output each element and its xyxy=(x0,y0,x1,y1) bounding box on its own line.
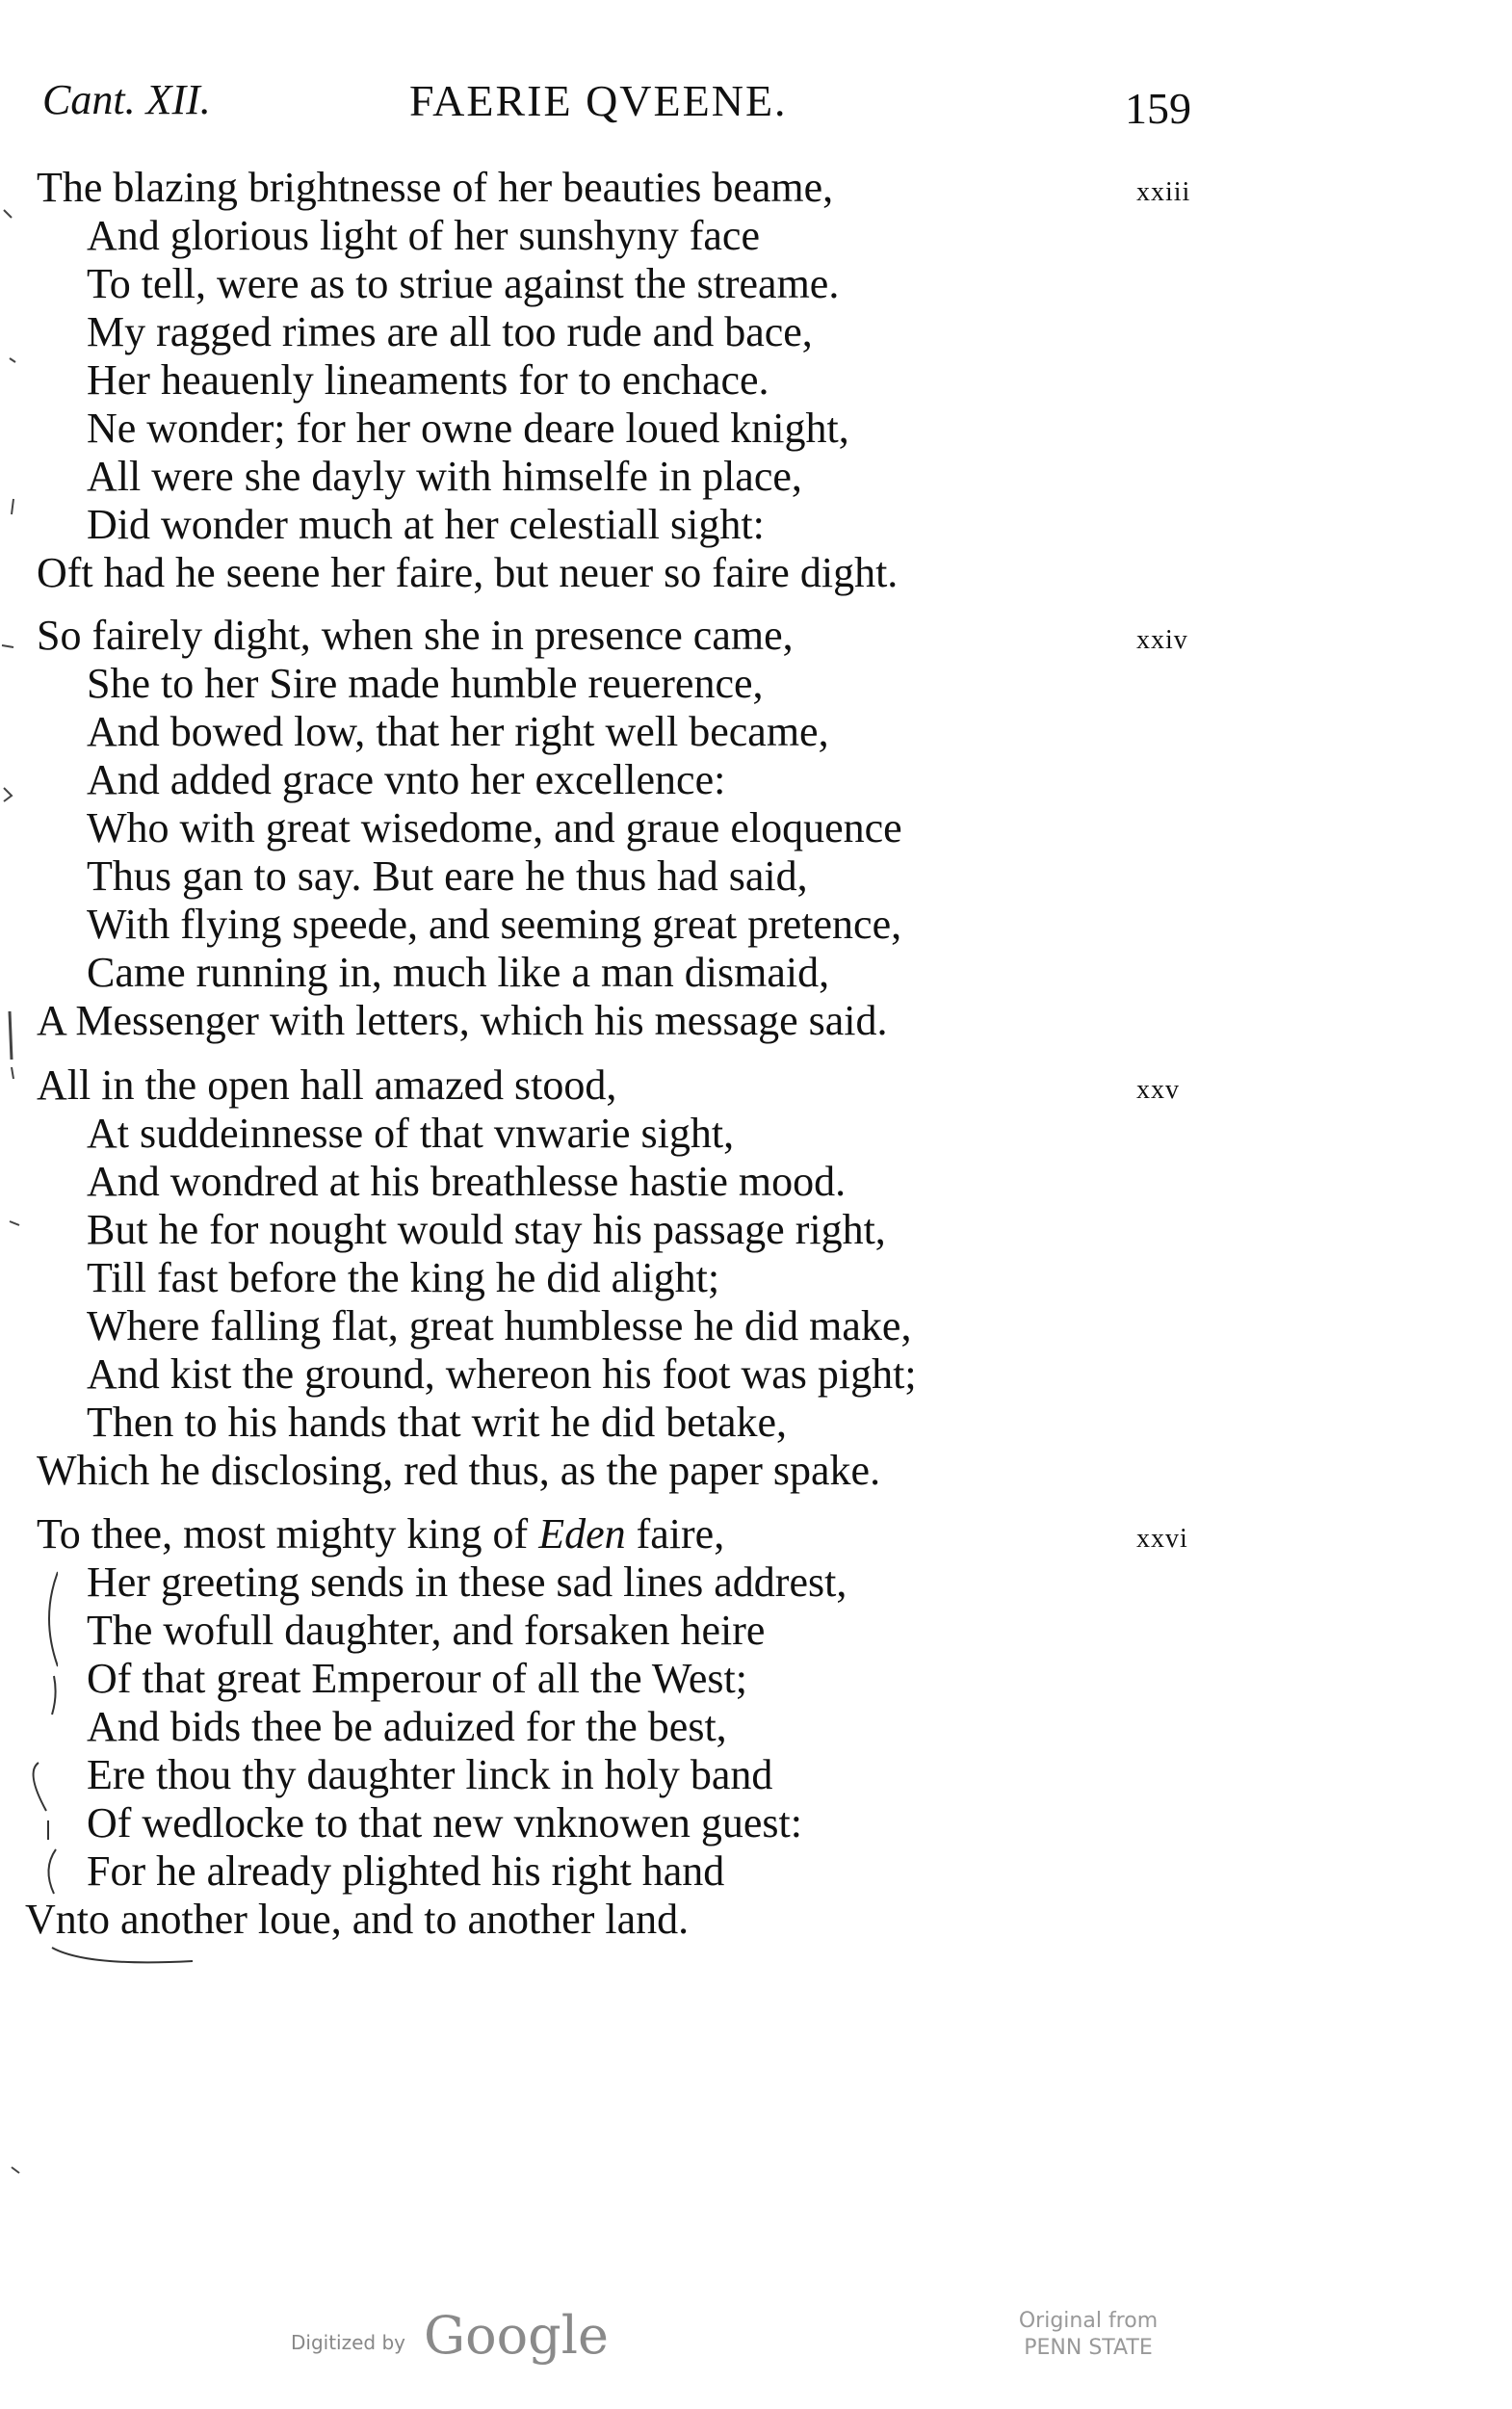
verse-line: My ragged rimes are all too rude and bace, xyxy=(87,308,813,355)
verse-line: Who with great wisedome, and graue eloquence xyxy=(87,804,902,851)
verse-line: Her greeting sends in these sad lines addrest, xyxy=(87,1558,847,1606)
verse-line: At suddeinnesse of that vnwarie sight, xyxy=(87,1110,735,1157)
verse-line: Did wonder much at her celestiall sight: xyxy=(87,501,765,548)
verse-line: The wofull daughter, and forsaken heire xyxy=(87,1607,766,1654)
google-logo: Google xyxy=(424,2305,609,2366)
verse-line: Came running in, much like a man dismaid, xyxy=(87,949,830,996)
margin-annotation-marks xyxy=(0,0,58,2215)
verse-line: And glorious light of her sunshyny face xyxy=(87,212,760,259)
verse-line: To tell, were as to striue against the streame. xyxy=(87,260,840,307)
stanza-number: xxiii xyxy=(1136,177,1191,207)
page-number: 159 xyxy=(1125,84,1191,133)
underline-annotation xyxy=(48,1944,202,1973)
verse-line: Where falling flat, great humblesse he did make, xyxy=(87,1302,912,1349)
verse-line: All were she dayly with himselfe in place, xyxy=(87,453,802,500)
running-header xyxy=(0,75,1512,133)
book-title: FAERIE QVEENE. xyxy=(409,76,788,125)
stanza-number: xxvi xyxy=(1136,1524,1188,1554)
institution-name: PENN STATE xyxy=(1024,2336,1153,2360)
place-name: Eden xyxy=(538,1510,626,1558)
verse-line xyxy=(37,1510,724,1558)
digitized-by-label: Digitized by xyxy=(291,2331,405,2354)
verse-text: faire, xyxy=(625,1510,725,1558)
verse-line: So fairely dight, when she in presence came, xyxy=(37,612,794,659)
verse-line: And wondred at his breathlesse hastie mood. xyxy=(87,1158,847,1205)
verse-line: And added grace vnto her excellence: xyxy=(87,756,726,803)
verse-line: Which he disclosing, red thus, as the paper spake. xyxy=(37,1447,881,1494)
verse-line: Thus gan to say. But eare he thus had said, xyxy=(87,852,808,900)
verse-line: And bids thee be aduized for the best, xyxy=(87,1703,727,1750)
verse-line: Her heauenly lineaments for to enchace. xyxy=(87,356,769,404)
verse-line: With flying speede, and seeming great pretence, xyxy=(87,901,902,948)
stanza-number: xxiv xyxy=(1136,625,1188,655)
verse-line: And kist the ground, whereon his foot was pight; xyxy=(87,1350,917,1398)
verse-line: Ne wonder; for her owne deare loued knight, xyxy=(87,405,849,452)
verse-line: Of that great Emperour of all the West; xyxy=(87,1655,747,1702)
stanza-number: xxv xyxy=(1136,1075,1180,1105)
verse-line: Then to his hands that writ he did betake, xyxy=(87,1399,788,1446)
verse-line: Vnto another loue, and to another land. xyxy=(25,1896,690,1943)
source-attribution xyxy=(992,2308,1185,2362)
verse-text: To thee, most mighty king of xyxy=(37,1510,539,1558)
verse-line: She to her Sire made humble reuerence, xyxy=(87,660,764,707)
verse-line: Ere thou thy daughter linck in holy band xyxy=(87,1751,773,1798)
verse-line: And bowed low, that her right well became, xyxy=(87,708,829,755)
verse-line: Oft had he seene her faire, but neuer so faire dight. xyxy=(37,549,899,596)
verse-line: But he for nought would stay his passage right, xyxy=(87,1206,886,1253)
verse-line: Of wedlocke to that new vnknowen guest: xyxy=(87,1799,802,1846)
canto-label: Cant. XII. xyxy=(42,76,211,123)
verse-line: A Messenger with letters, which his message said. xyxy=(37,997,888,1044)
verse-line: For he already plighted his right hand xyxy=(87,1847,725,1895)
original-from-label: Original from xyxy=(1018,2309,1159,2333)
verse-line: Till fast before the king he did alight; xyxy=(87,1254,720,1301)
verse-line: The blazing brightnesse of her beauties beame, xyxy=(37,164,834,211)
verse-line: All in the open hall amazed stood, xyxy=(37,1061,617,1109)
